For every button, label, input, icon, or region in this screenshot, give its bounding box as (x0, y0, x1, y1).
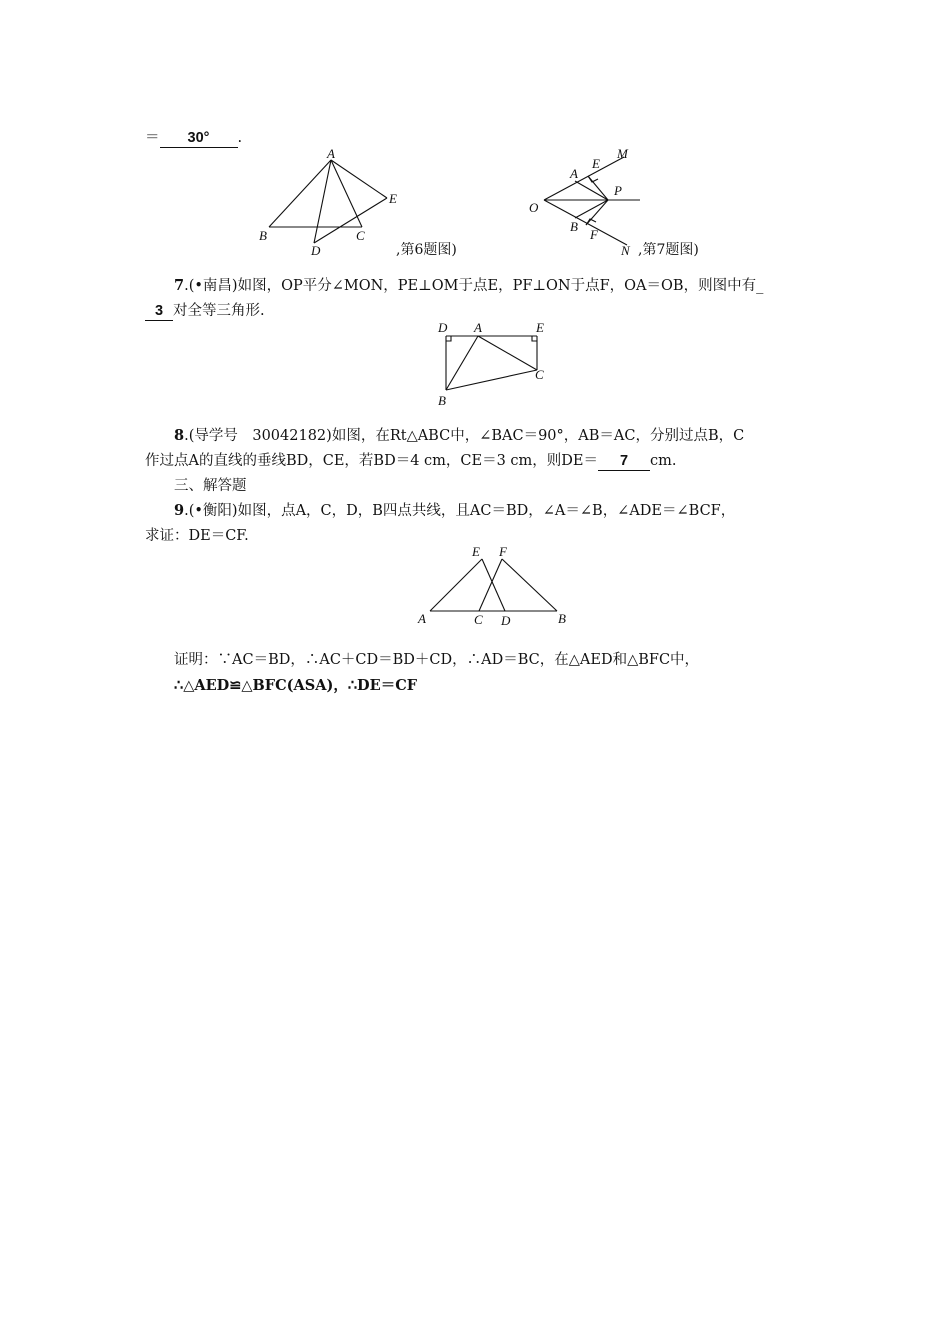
q8-answer-blank: 7 (598, 453, 650, 471)
fig6-caption: ,第6题图) (396, 242, 457, 258)
q6-prefix: ＝ (145, 130, 160, 146)
fig7-label-f: F (590, 227, 598, 242)
fig7-caption: ,第7题图) (638, 242, 699, 258)
q8-suffix: cm. (650, 453, 677, 469)
q7-line1 (174, 276, 763, 296)
fig9-label-e: E (472, 544, 480, 559)
q8-line2 (145, 451, 677, 471)
q7-suffix: 对全等三角形. (173, 303, 265, 319)
fig6-label-a: A (327, 146, 335, 161)
fig8-label-d: D (438, 320, 448, 335)
q6-answer-blank: 30° (160, 130, 238, 148)
fig9-label-d: D (501, 613, 511, 628)
fig7-label-m: M (617, 146, 628, 161)
fig7-label-o: O (529, 200, 539, 215)
q9-line2: 求证：DE＝CF. (145, 528, 249, 544)
figure-9 (410, 540, 575, 632)
fig7-label-p: P (614, 183, 622, 198)
q9-text: .(•衡阳)如图，点A，C，D，B四点共线，且AC＝BD，∠A＝∠B，∠ADE＝∠BCF， (184, 503, 736, 519)
q8-number: 8 (174, 427, 185, 444)
fig9-label-a: A (418, 611, 426, 626)
fig6-lines (269, 160, 387, 243)
fig9-lines (430, 559, 557, 611)
fig8-lines (446, 336, 537, 390)
q7-answer-blank: 3 (145, 303, 173, 321)
proof-line1: 证明：∵AC＝BD，∴AC＋CD＝BD＋CD，∴AD＝BC，在△AED和△BFC中， (174, 652, 700, 668)
figure-7 (520, 145, 650, 260)
fig8-label-c: C (535, 367, 544, 382)
fig9-label-b: B (558, 611, 566, 626)
fig6-label-d: D (311, 243, 321, 258)
fig7-label-a: A (570, 166, 578, 181)
figure-8 (432, 318, 557, 410)
q7-line2 (145, 301, 265, 321)
section-title: 三、解答题 (174, 478, 247, 494)
figure-6 (255, 145, 405, 260)
q9-line1 (174, 501, 735, 521)
fig7-label-e: E (592, 156, 600, 171)
fig8-label-b: B (438, 393, 446, 408)
proof-line2: ∴△AED≌△BFC(ASA)，∴DE＝CF (174, 677, 418, 694)
fig8-label-e: E (536, 320, 544, 335)
fig8-label-a: A (474, 320, 482, 335)
q9-number: 9 (174, 502, 185, 519)
q8-text: .(导学号 30042182)如图，在Rt△ABC中，∠BAC＝90°，AB＝AC，分别过点B，C (184, 428, 745, 444)
q6-suffix: . (237, 130, 243, 146)
q6-answer-line (145, 128, 242, 148)
fig6-label-c: C (356, 228, 365, 243)
q7-number: 7 (174, 277, 185, 294)
q8-line1 (174, 426, 744, 446)
q7-text: .(•南昌)如图，OP平分∠MON，PE⊥OM于点E，PF⊥ON于点F，OA＝OB，则图中有_ (184, 278, 764, 294)
fig7-label-b: B (570, 219, 578, 234)
fig7-label-n: N (621, 243, 630, 258)
fig9-label-c: C (474, 612, 483, 627)
fig6-label-e: E (389, 191, 397, 206)
fig6-label-b: B (259, 228, 267, 243)
q8-prefix: 作过点A的直线的垂线BD，CE，若BD＝4 cm，CE＝3 cm，则DE＝ (145, 453, 599, 469)
fig9-label-f: F (499, 544, 507, 559)
